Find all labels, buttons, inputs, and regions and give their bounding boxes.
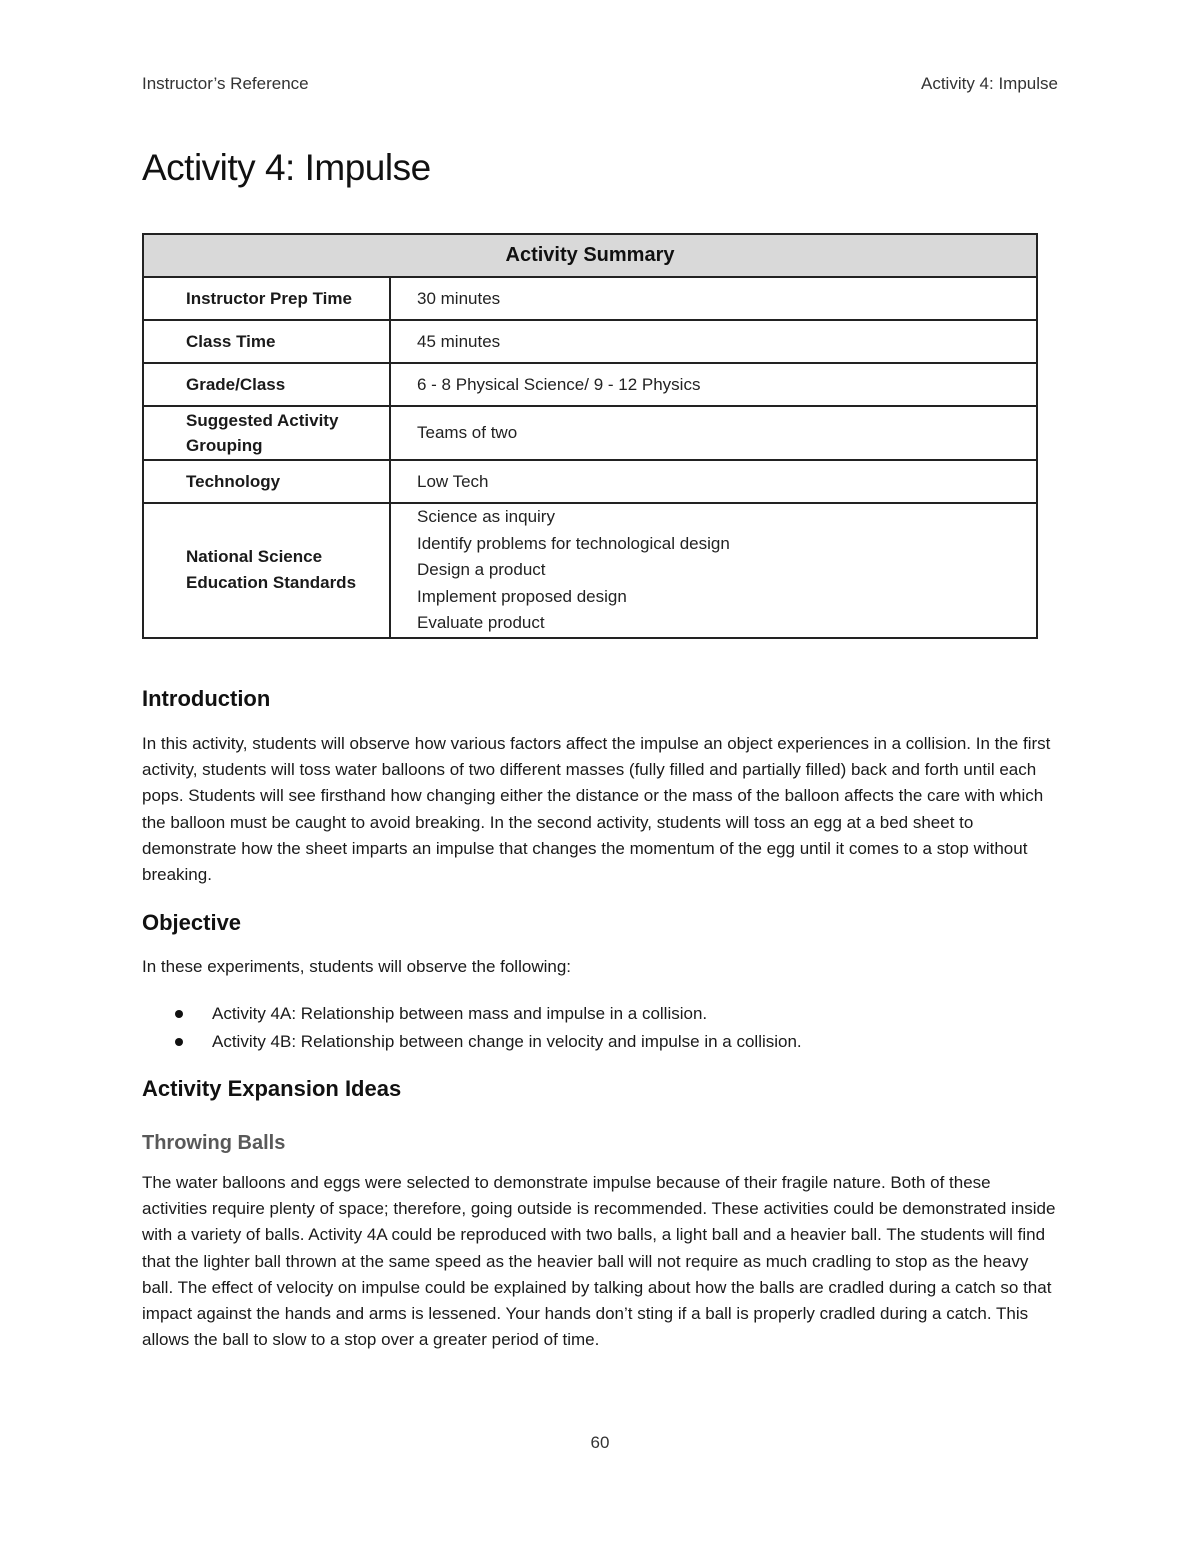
list-item: [142, 1028, 1058, 1056]
expansion-heading: Activity Expansion Ideas: [142, 1076, 402, 1101]
standard-item: Identify problems for technological design: [417, 533, 730, 553]
standard-item: Design a product: [417, 560, 546, 579]
row-label-standards: National Science Education Standards: [143, 503, 390, 638]
table-row: [143, 320, 1037, 363]
page-number: 60: [590, 1433, 610, 1452]
standard-item: Science as inquiry: [417, 507, 555, 526]
throwing-balls-subheading: Throwing Balls: [142, 1132, 286, 1154]
header-right-text: Activity 4: Impulse: [921, 74, 1058, 93]
introduction-paragraph: In this activity, students will observe how various factors affect the impulse an object experiences in a collision. In the first activity, students will toss water balloons of two different masses (fully filled and partially filled) back and forth until each pops. Students will see firsthand how changing either the distance or the mass of the balloon affects the care with which the balloon must be caught to avoid breaking. In the second activity, students will toss an egg at a bed sheet to demonstrate how the sheet imparts an impulse that changes the momentum of the egg until it comes to a stop without breaking.: [142, 734, 1051, 885]
standard-item: Implement proposed design: [417, 586, 627, 606]
row-label-grouping: Suggested Activity Grouping: [143, 406, 390, 460]
activity-summary-table: [142, 233, 1038, 639]
list-item-text: Activity 4A: Relationship between mass and impulse in a collision.: [212, 1004, 708, 1023]
document-page: [142, 0, 1058, 1553]
header-left-text: Instructor’s Reference: [142, 74, 309, 93]
standard-item: Evaluate product: [417, 613, 545, 632]
page-title: Activity 4: Impulse: [142, 147, 431, 188]
row-value-grade-class: 6 - 8 Physical Science/ 9 - 12 Physics: [390, 363, 1037, 406]
table-caption-row: [143, 234, 1037, 277]
table-row: [143, 363, 1037, 406]
list-item-text: Activity 4B: Relationship between change in velocity and impulse in a collision.: [212, 1032, 802, 1051]
row-value-class-time: 45 minutes: [390, 320, 1037, 363]
table-row: [143, 460, 1037, 503]
expansion-paragraph: The water balloons and eggs were selected to demonstrate impulse because of their fragile nature. Both of these activities require plenty of space; therefore, going outside is recommended. These activities could be demonstrated inside with a variety of balls. Activity 4A could be reproduced with two balls, a light ball and a heavier ball. The students will find that the lighter ball thrown at the same speed as the heavier ball will not require as much cradling to stop as the heavy ball. The effect of velocity on impulse could be explained by talking about how the balls are cradled during a catch so that impact against the hands and arms is lessened. Your hands don’t sting if a ball is properly cradled during a catch. This allows the ball to slow to a stop over a greater period of time.: [142, 1173, 1056, 1350]
row-value-prep-time: 30 minutes: [390, 277, 1037, 320]
row-label-grade-class: Grade/Class: [143, 363, 390, 406]
table-caption: Activity Summary: [143, 234, 1037, 277]
bullet-icon: [175, 1010, 183, 1018]
objective-intro: In these experiments, students will observe the following:: [142, 957, 572, 976]
introduction-heading: Introduction: [142, 686, 271, 711]
row-label-technology: Technology: [143, 460, 390, 503]
bullet-icon: [175, 1038, 183, 1046]
row-label-prep-time: Instructor Prep Time: [143, 277, 390, 320]
objective-heading: Objective: [142, 910, 242, 935]
running-header: [142, 74, 1058, 98]
table-row: [143, 406, 1037, 460]
row-label-class-time: Class Time: [143, 320, 390, 363]
row-value-technology: Low Tech: [390, 460, 1037, 503]
table-row: [143, 503, 1037, 638]
row-value-grouping: Teams of two: [390, 406, 1037, 460]
row-value-standards: [390, 503, 1037, 638]
list-item: [142, 1000, 1058, 1028]
table-row: [143, 277, 1037, 320]
objective-list: [142, 1000, 1058, 1056]
